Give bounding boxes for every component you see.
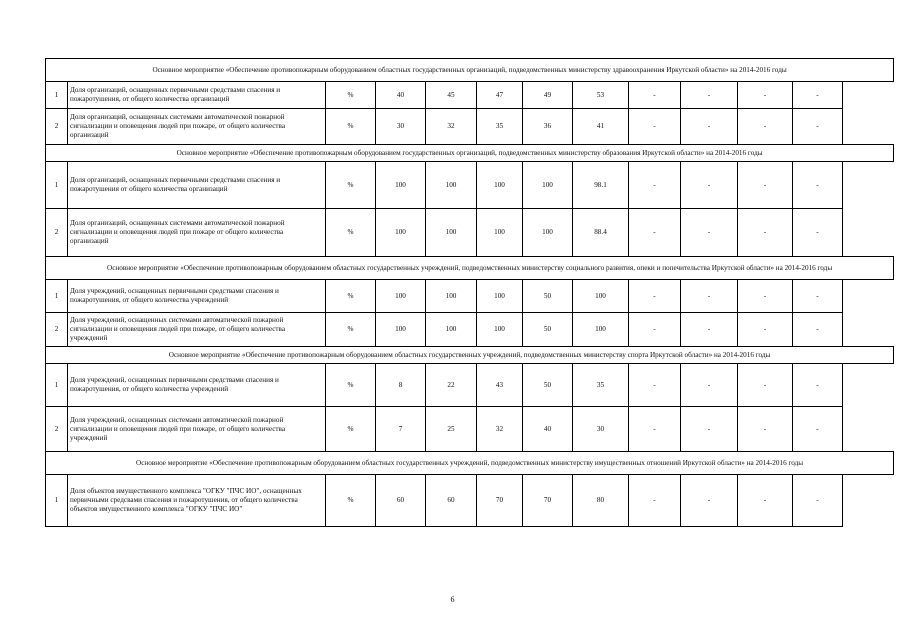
- section-title: Основное мероприятие «Обеспечение противопожарным оборудованием областных государственных организаций, подведомственных министерству здравоохранения Иркутской области» на 2014-2016 годы: [46, 59, 894, 82]
- indicator-row: [46, 280, 894, 313]
- value-cell: 60: [376, 475, 426, 527]
- row-number: 2: [46, 209, 68, 257]
- unit-cell: %: [326, 209, 376, 257]
- value-cell: 100: [573, 313, 629, 347]
- value-cell: 60: [426, 475, 477, 527]
- indicator-description: Доля учреждений, оснащенных первичными средствами спасения и пожаротушения, от общего количества учреждений: [68, 280, 326, 313]
- row-number: 1: [46, 475, 68, 527]
- indicator-row: [46, 475, 894, 527]
- value-cell: -: [629, 82, 681, 109]
- value-cell: -: [738, 82, 793, 109]
- value-cell: 30: [376, 109, 426, 145]
- row-number: 2: [46, 313, 68, 347]
- row-number: 1: [46, 162, 68, 209]
- value-cell: 50: [523, 280, 573, 313]
- value-cell: -: [681, 364, 738, 407]
- indicator-description: Доля учреждений, оснащенных системами автоматической пожарной сигнализации и оповещения людей при пожаре, от общего количества учреждений: [68, 313, 326, 347]
- value-cell: 100: [426, 209, 477, 257]
- value-cell: -: [681, 407, 738, 452]
- value-cell: -: [681, 109, 738, 145]
- value-cell: 100: [573, 280, 629, 313]
- value-cell: 35: [573, 364, 629, 407]
- value-cell: -: [629, 313, 681, 347]
- value-cell: 70: [477, 475, 523, 527]
- indicator-description: Доля организаций, оснащенных первичными средствами спасения и пожаротушения от общего количества организаций: [68, 162, 326, 209]
- value-cell: 100: [477, 209, 523, 257]
- section-title-row: [46, 59, 894, 82]
- value-cell: 100: [426, 313, 477, 347]
- indicator-description: Доля учреждений, оснащенных системами автоматической пожарной сигнализации и оповещения людей при пожаре, от общего количества учреждений: [68, 407, 326, 452]
- indicator-row: [46, 407, 894, 452]
- indicator-description: Доля организаций, оснащенных системами автоматической пожарной сигнализации и оповещения людей при пожаре от общего количества организаций: [68, 209, 326, 257]
- value-cell: -: [681, 162, 738, 209]
- value-cell: 32: [426, 109, 477, 145]
- value-cell: -: [793, 407, 843, 452]
- value-cell: -: [629, 162, 681, 209]
- value-cell: 50: [523, 364, 573, 407]
- indicator-row: [46, 209, 894, 257]
- indicators-table: [45, 58, 894, 527]
- value-cell: -: [793, 280, 843, 313]
- indicator-row: [46, 82, 894, 109]
- value-cell: 100: [376, 209, 426, 257]
- value-cell: -: [738, 407, 793, 452]
- value-cell: -: [629, 209, 681, 257]
- unit-cell: %: [326, 475, 376, 527]
- indicator-row: [46, 364, 894, 407]
- value-cell: 100: [376, 280, 426, 313]
- page-number: 6: [450, 595, 455, 604]
- value-cell: -: [738, 475, 793, 527]
- row-number: 1: [46, 280, 68, 313]
- value-cell: -: [629, 364, 681, 407]
- unit-cell: %: [326, 162, 376, 209]
- value-cell: -: [681, 313, 738, 347]
- value-cell: 36: [523, 109, 573, 145]
- value-cell: -: [681, 209, 738, 257]
- value-cell: 8: [376, 364, 426, 407]
- indicator-description: Доля организаций, оснащенных системами автоматической пожарной сигнализации и оповещения людей при пожаре, от общего количества организаций: [68, 109, 326, 145]
- value-cell: 47: [477, 82, 523, 109]
- value-cell: -: [793, 313, 843, 347]
- value-cell: 50: [523, 313, 573, 347]
- indicator-row: [46, 109, 894, 145]
- value-cell: 100: [376, 162, 426, 209]
- value-cell: 100: [376, 313, 426, 347]
- section-title: Основное мероприятие «Обеспечение противопожарным оборудованием областных государственных учреждений, подведомственных министерству спорта Иркутской области» на 2014-2016 годы: [46, 347, 894, 364]
- value-cell: -: [738, 209, 793, 257]
- value-cell: -: [629, 475, 681, 527]
- indicator-description: Доля объектов имущественного комплекса "ОГКУ "ПЧС ИО", оснащенных первичными средсвами спасения и пожаротушения, от общего количества объектов имущественного комплекса "ОГКУ "ПЧС ИО": [68, 475, 326, 527]
- unit-cell: %: [326, 313, 376, 347]
- value-cell: 41: [573, 109, 629, 145]
- indicator-description: Доля учреждений, оснащенных первичными средствами спасения и пожаротушения, от общего количества учреждений: [68, 364, 326, 407]
- section-title-row: [46, 257, 894, 280]
- value-cell: 22: [426, 364, 477, 407]
- value-cell: -: [629, 280, 681, 313]
- value-cell: -: [629, 407, 681, 452]
- unit-cell: %: [326, 109, 376, 145]
- value-cell: 45: [426, 82, 477, 109]
- value-cell: -: [793, 109, 843, 145]
- value-cell: 80: [573, 475, 629, 527]
- value-cell: -: [681, 475, 738, 527]
- value-cell: 49: [523, 82, 573, 109]
- value-cell: 98.1: [573, 162, 629, 209]
- value-cell: 53: [573, 82, 629, 109]
- value-cell: -: [793, 209, 843, 257]
- row-number: 2: [46, 407, 68, 452]
- indicator-row: [46, 313, 894, 347]
- value-cell: -: [793, 82, 843, 109]
- section-title-row: [46, 347, 894, 364]
- section-title: Основное мероприятие «Обеспечение противопожарным оборудованием областных государственных учреждений, подведомственных министерству социального развития, опеки и попечительства Иркутской области» на 2014-2016 годы: [46, 257, 894, 280]
- value-cell: 32: [477, 407, 523, 452]
- table-body: [46, 59, 894, 527]
- indicator-description: Доля организаций, оснащенных первичными средствами спасения и пожаротушения, от общего количества организаций: [68, 82, 326, 109]
- value-cell: -: [738, 364, 793, 407]
- value-cell: -: [793, 475, 843, 527]
- value-cell: -: [681, 280, 738, 313]
- value-cell: 40: [376, 82, 426, 109]
- indicator-row: [46, 162, 894, 209]
- value-cell: 25: [426, 407, 477, 452]
- value-cell: -: [738, 313, 793, 347]
- value-cell: 100: [477, 280, 523, 313]
- value-cell: -: [738, 162, 793, 209]
- value-cell: -: [793, 162, 843, 209]
- value-cell: 70: [523, 475, 573, 527]
- section-title: Основное мероприятие «Обеспечение противопожарным оборудованием государственных организаций, подведомственных министерству образования Иркутской области» на 2014-2016 годы: [46, 145, 894, 162]
- value-cell: 100: [523, 209, 573, 257]
- value-cell: 100: [426, 162, 477, 209]
- value-cell: 100: [477, 313, 523, 347]
- value-cell: -: [629, 109, 681, 145]
- unit-cell: %: [326, 407, 376, 452]
- section-title-row: [46, 452, 894, 475]
- row-number: 2: [46, 109, 68, 145]
- value-cell: 40: [523, 407, 573, 452]
- unit-cell: %: [326, 82, 376, 109]
- value-cell: -: [793, 364, 843, 407]
- value-cell: -: [738, 109, 793, 145]
- section-title-row: [46, 145, 894, 162]
- unit-cell: %: [326, 364, 376, 407]
- value-cell: 100: [477, 162, 523, 209]
- value-cell: 88.4: [573, 209, 629, 257]
- value-cell: -: [681, 82, 738, 109]
- value-cell: 30: [573, 407, 629, 452]
- value-cell: 100: [523, 162, 573, 209]
- value-cell: 43: [477, 364, 523, 407]
- value-cell: 7: [376, 407, 426, 452]
- value-cell: 100: [426, 280, 477, 313]
- row-number: 1: [46, 82, 68, 109]
- section-title: Основное мероприятие «Обеспечение противопожарным оборудованием областных государственных учреждений, подведомственных министерству имущественных отношений Иркутской области» на 2014-2016 годы: [46, 452, 894, 475]
- value-cell: -: [738, 280, 793, 313]
- unit-cell: %: [326, 280, 376, 313]
- row-number: 1: [46, 364, 68, 407]
- value-cell: 35: [477, 109, 523, 145]
